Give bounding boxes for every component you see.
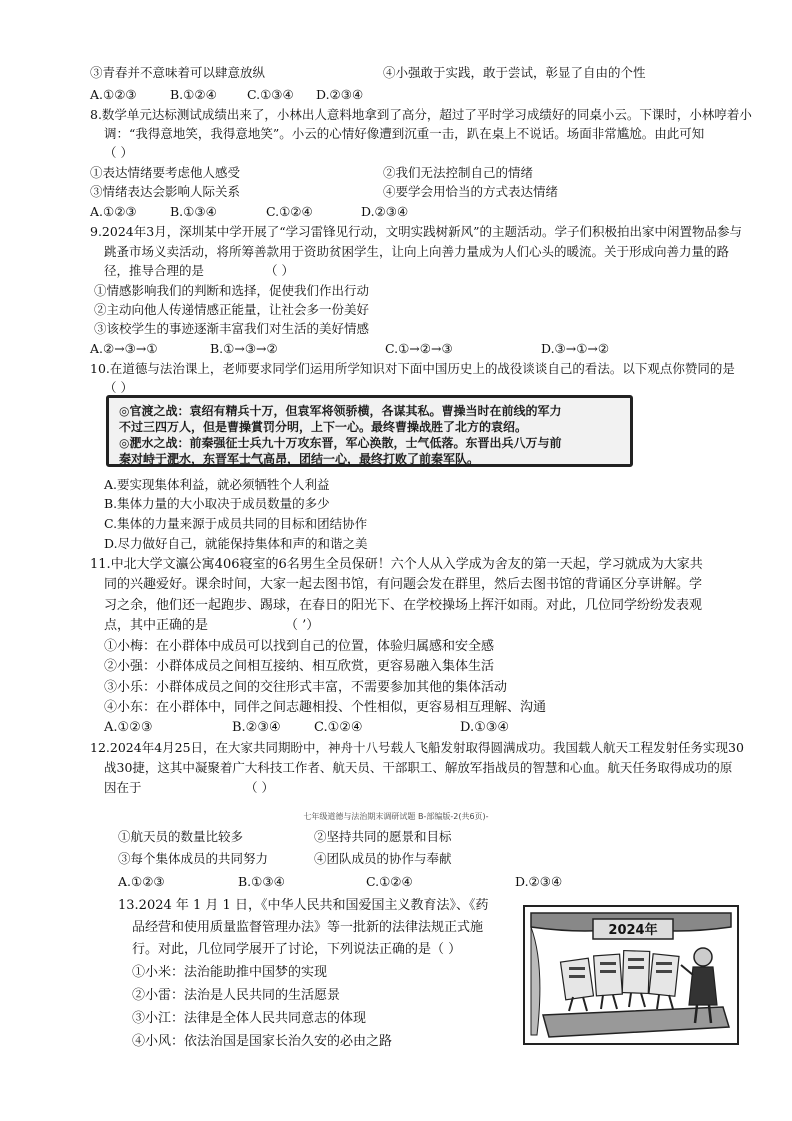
q9-item-1: ①情感影响我们的判断和选择，促使我们作出行动 [94,283,370,298]
q8-stem-line-2: 调：“我得意地笑，我得意地笑”。小云的心情好像遭到沉重一击，趴在桌上不说话。场面非常尴尬。由此可知 [104,126,705,141]
battle-quote-box [106,395,633,467]
q8-option-c[interactable]: C.①②④ [266,204,313,219]
q8-stem-line-1: 8.数学单元达标测试成绩出来了，小林出人意料地拿到了高分，超过了平时学习成绩好的同桌小云。下课时，小林哼着小 [90,107,752,122]
q8-option-d[interactable]: D.②③④ [361,204,409,219]
q12-option-d[interactable]: D.②③④ [515,874,563,889]
battle-guandu-line-2: 不过三四万人，但是曹操賞罚分明，上下一心。最终曹操战胜了北方的袁绍。 [119,420,528,434]
q9-stem-line-3: 径，推导合理的是 [104,263,205,278]
q9-item-3: ③该校学生的事迹逐渐丰富我们对生活的美好情感 [94,321,370,336]
q11-answer-blank[interactable]: （ ’） [285,618,320,633]
q12-option-c[interactable]: C.①②④ [366,874,413,889]
q11-item-2: ②小强：小群体成员之间相互接纳、相互欣赏，更容易融入集体生活 [104,659,495,674]
q10-option-b[interactable]: B.集体力量的大小取决于成员数量的多少 [104,496,330,511]
q12-option-b[interactable]: B.①③④ [238,874,285,889]
q7-item-4: ④小强敢于实践，敢于尝试，彰显了自由的个性 [383,65,646,80]
q13-item-3: ③小江：法律是全体人民共同意志的体现 [132,1011,367,1026]
q9-stem-line-1: 9.2024年3月，深圳某中学开展了“学习雷锋见行动，文明实践树新风”的主题活动。学子们积极拍出家中闲置物品参与 [90,224,742,239]
q10-option-d[interactable]: D.尽力做好自己，就能保持集体和声的和谐之美 [104,536,368,551]
q13-item-2: ②小雷：法治是人民共同的生活愿景 [132,988,341,1003]
q12-stem-line-3: 因在于 [104,780,142,795]
q7-option-a[interactable]: A.①②③ [90,87,137,102]
q13-item-4: ④小风：依法治国是国家长治久安的必由之路 [132,1034,393,1049]
battle-guandu-line-1: ◎官渡之战：袁绍有精兵十万，但袁军将领骄横，各谋其私。曹操当时在前线的军力 [119,404,562,418]
q8-answer-blank[interactable]: （ ） [104,145,133,160]
q11-option-d[interactable]: D.①③④ [460,720,510,735]
q11-stem-line-3: 习之余，他们还一起跑步、踢球，在春日的阳光下、在学校操场上挥汗如雨。对此，几位同学纷纷发表观 [104,598,703,613]
q8-item-1: ①表达情绪要考虑他人感受 [90,165,241,180]
q9-answer-blank[interactable]: （ ） [265,263,294,278]
q7-option-d[interactable]: D.②③④ [316,87,364,102]
q8-item-4: ④要学会用恰当的方式表达情绪 [383,184,559,199]
q11-item-3: ③小乐：小群体成员之间的交往形式丰富，不需要参加其他的集体活动 [104,680,508,695]
q13-item-1: ①小米：法治能助推中国梦的实现 [132,965,328,980]
q13-stem-line-2: 品经营和使用质量监督管理办法》等一批新的法律法规正式施 [132,920,484,935]
q9-option-d[interactable]: D.③→①→② [541,341,610,356]
q11-stem-line-1: 11.中北大学文瀛公寓406寝室的6名男生全员保研！六个人从入学成为舍友的第一天起，学习就成为大家共 [90,557,703,572]
q11-stem-line-4: 点，其中正确的是 [104,618,209,633]
q12-item-3: ③每个集体成员的共同努力 [118,851,269,866]
q12-stem-line-1: 12.2024年4月25日，在大家共同期盼中，神舟十八号载人飞船发射取得圆满成功。我国载人航天工程发射任务实现30 [90,740,744,755]
q7-option-c[interactable]: C.①③④ [247,87,294,102]
q7-option-b[interactable]: B.①②④ [170,87,217,102]
q10-stem-line-1: 10.在道德与法治课上，老师要求同学们运用所学知识对下面中国历史上的战役谈谈自己的看法。以下观点你赞同的是 [90,361,735,376]
q8-option-b[interactable]: B.①③④ [170,204,217,219]
q10-option-c[interactable]: C.集体的力量来源于成员共同的目标和团结协作 [104,516,368,531]
q13-stem-line-3: 行。对此，几位同学展开了讨论，下列说法正确的是（ ） [132,942,462,957]
q8-option-a[interactable]: A.①②③ [90,204,137,219]
q11-option-a[interactable]: A.①②③ [104,720,153,735]
q11-option-c[interactable]: C.①②④ [314,720,363,735]
battle-feishui-line-2: 秦对峙于淝水，东晋军士气高昂，团结一心，最终打败了前秦军队。 [119,452,480,466]
q11-item-1: ①小梅：在小群体中成员可以找到自己的位置，体验归属感和安全感 [104,639,495,654]
q9-stem-line-2: 跳蚤市场义卖活动，将所筹善款用于资助贫困学生，让向上向善力量成为人们心头的暖流。关于形成向善力量的路 [104,244,730,259]
q11-option-b[interactable]: B.②③④ [232,720,281,735]
q9-option-a[interactable]: A.②→③→① [90,341,158,356]
q11-item-4: ④小东：在小群体中，同伴之间志趣相投、个性相似，更容易相互理解、沟通 [104,700,547,715]
q10-option-a[interactable]: A.要实现集体利益，就必须牺牲个人利益 [104,477,330,492]
q12-option-a[interactable]: A.①②③ [118,874,165,889]
q9-item-2: ②主动向他人传递情感正能量，让社会多一份美好 [94,302,370,317]
battle-feishui-line-1: ◎淝水之战：前秦强征士兵九十万攻东晋，军心涣散，士气低落。东晋出兵八万与前 [119,436,562,450]
q11-stem-line-2: 同的兴趣爱好。课余时间，大家一起去图书馆，有问题会发在群里，然后去图书馆的背诵区分享讲解。学 [104,577,703,592]
q8-item-2: ②我们无法控制自己的情绪 [383,165,534,180]
q9-option-c[interactable]: C.①→②→③ [385,341,453,356]
law-cartoon-illustration [523,905,739,1045]
q12-item-4: ④团队成员的协作与奉献 [314,851,452,866]
q12-item-1: ①航天员的数量比较多 [118,829,244,844]
q12-item-2: ②坚持共同的愿景和目标 [314,829,452,844]
page-footer: 七年级道德与法治期末调研试题 B-部编版-2(共6页)- [303,812,489,821]
q9-option-b[interactable]: B.①→③→② [210,341,278,356]
q12-answer-blank[interactable]: （ ） [245,780,274,795]
q13-stem-line-1: 13.2024 年 1 月 1 日，《中华人民共和国爱国主义教育法》、《药 [118,898,489,913]
year-sign-text: 2024年 [608,923,658,938]
q10-answer-blank[interactable]: （ ） [104,380,133,395]
q12-stem-line-2: 战30捷，这其中凝聚着广大科技工作者、航天员、干部职工、解放军指战员的智慧和心血。航天任务取得成功的原 [104,760,733,775]
q8-item-3: ③情绪表达会影响人际关系 [90,184,241,199]
q7-item-3: ③青春并不意味着可以肆意放纵 [90,65,266,80]
